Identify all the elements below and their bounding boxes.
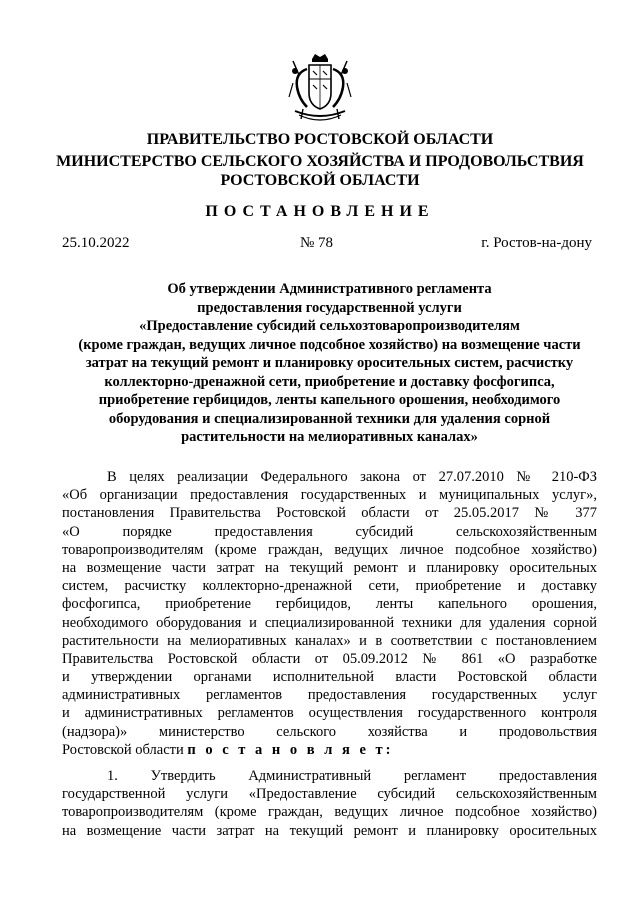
government-name: ПРАВИТЕЛЬСТВО РОСТОВСКОЙ ОБЛАСТИ bbox=[146, 131, 494, 148]
text-line-final bbox=[62, 741, 597, 759]
title-line: «Предоставление субсидий сельхозтоваропроизводителям bbox=[139, 318, 520, 334]
title-line: коллекторно-дренажной сети, приобретение и доставку фосфогипса, bbox=[104, 373, 555, 390]
text-line: на возмещение части затрат на текущий ремонт и планировку оросительных bbox=[62, 559, 597, 576]
title-line: приобретение гербицидов, ленты капельного орошения, необходимого bbox=[98, 392, 561, 408]
text-line: 1. Утвердить Административный регламент предоставления bbox=[107, 768, 597, 784]
text-line: постановления Правительства Ростовской области от 25.05.2017 № 377 bbox=[62, 505, 597, 522]
text-line: систем, расчистку коллекторно-дренажной сети, приобретение и доставку bbox=[62, 578, 597, 595]
title-line: оборудования и специализированной техники для удаления сорной bbox=[108, 410, 551, 427]
text-line: «О порядке предоставления субсидий сельскохозяйственным bbox=[62, 523, 597, 540]
title-line: Об утверждении Административного регламента bbox=[167, 281, 492, 297]
document-number: № 78 bbox=[300, 235, 334, 251]
document-date: 25.10.2022 bbox=[62, 235, 130, 251]
item-1-paragraph bbox=[62, 767, 597, 840]
ministry-name-line2: РОСТОВСКОЙ ОБЛАСТИ bbox=[220, 172, 420, 189]
text-line: товаропроизводителям (кроме граждан, ведущих личное подсобное хозяйство) bbox=[62, 541, 597, 558]
text-line: фосфогипса, приобретение гербицидов, ленты капельного орошения, bbox=[62, 596, 597, 613]
document-title bbox=[62, 280, 597, 447]
text-line: и административных регламентов осуществления государственного контроля bbox=[62, 705, 597, 722]
title-line: затрат на текущий ремонт и планировку оросительных систем, расчистку bbox=[85, 355, 574, 371]
ministry-name-line1: МИНИСТЕРСТВО СЕЛЬСКОГО ХОЗЯЙСТВА И ПРОДОВОЛЬСТВИЯ bbox=[56, 153, 584, 170]
text-line: В целях реализации Федерального закона от 27.07.2010 № 210-ФЗ bbox=[107, 469, 597, 485]
text-line: (надзора)» министерство сельского хозяйства и продовольствия bbox=[62, 723, 597, 740]
document-city: г. Ростов-на-дону bbox=[481, 235, 592, 251]
title-line: растительности на мелиоративных каналах» bbox=[181, 429, 478, 445]
text-line: необходимого оборудования и специализированной техники для удаления сорной bbox=[62, 614, 597, 631]
text-line: на возмещение части затрат на текущий ремонт и планировку оросительных bbox=[62, 822, 597, 839]
document-type: ПОСТАНОВЛЕНИЕ bbox=[205, 203, 435, 220]
title-line: предоставления государственной услуги bbox=[197, 299, 462, 316]
title-line: (кроме граждан, ведущих личное подсобное хозяйство) на возмещение части bbox=[78, 336, 581, 353]
text-line: административных регламентов предоставления государственных услуг bbox=[62, 687, 597, 704]
resolves-word: п о с т а н о в л я е т: bbox=[187, 741, 394, 758]
preamble-paragraph bbox=[62, 468, 597, 759]
text-line: государственной услуги «Предоставление субсидий сельскохозяйственным bbox=[62, 786, 597, 803]
text-line: Ростовской области bbox=[62, 741, 184, 758]
text-line: и утверждении органами исполнительной власти Ростовской области bbox=[62, 669, 597, 686]
text-line: товаропроизводителям (кроме граждан, ведущих личное подсобное хозяйство) bbox=[62, 804, 597, 821]
text-line: «Об организации предоставления государственных и муниципальных услуг», bbox=[62, 487, 597, 504]
coat-of-arms-emblem bbox=[285, 53, 355, 127]
text-line: Правительства Ростовской области от 05.09.2012 № 861 «О разработке bbox=[62, 650, 597, 667]
text-line: растительности на мелиоративных каналах» и в соответствии с постановлением bbox=[62, 632, 597, 649]
